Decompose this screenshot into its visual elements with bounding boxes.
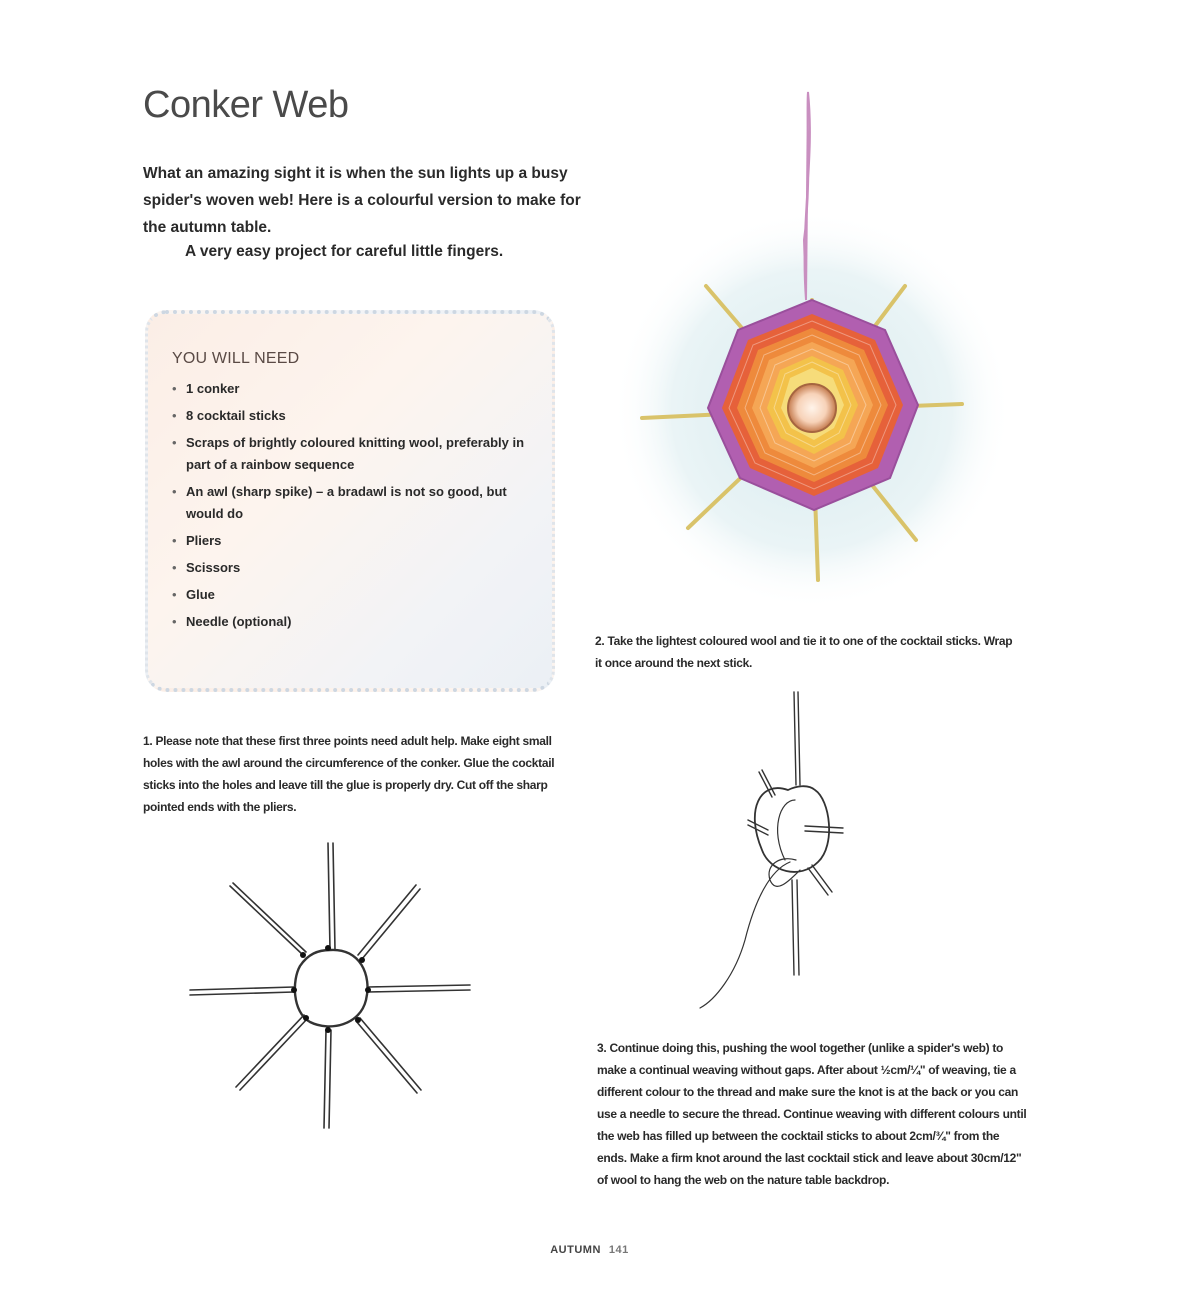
bullet-icon: • — [172, 381, 177, 396]
page-title: Conker Web — [143, 84, 349, 126]
needs-heading: YOU WILL NEED — [172, 350, 300, 367]
footer-section: AUTUMN — [550, 1244, 601, 1256]
list-item: • 8 cocktail sticks — [170, 405, 540, 427]
list-item: • Scraps of brightly coloured knitting wool, preferably in part of a rainbow sequence — [170, 432, 540, 476]
step-3-text: 3. Continue doing this, pushing the wool together (unlike a spider's web) to make a continual weaving without gaps. After about ½cm/¼" of weaving, tie a different colour to the thread and make sure the knot is at the back or you can use a needle to secure the thread. Continue weaving with different colours until the web has filled up between the cocktail sticks to about 2cm/¾" from the ends. Make a firm knot around the last cocktail stick and leave about 30cm/12" of wool to hang the web on the nature table backdrop. — [597, 1041, 1027, 1187]
intro-paragraph: What an amazing sight it is when the sun lights up a busy spider's woven web! Here is a colourful version to make for the autumn table. — [143, 165, 581, 236]
list-item: • An awl (sharp spike) – a bradawl is not so good, but would do — [170, 481, 540, 525]
step-2-text: 2. Take the lightest coloured wool and tie it to one of the cocktail sticks. Wrap it once around the next stick. — [595, 634, 1013, 670]
bullet-icon: • — [172, 484, 177, 499]
list-item: • Pliers — [170, 530, 540, 552]
bullet-icon: • — [172, 560, 177, 575]
page-footer — [0, 1244, 1179, 1256]
bullet-icon: • — [172, 435, 177, 450]
list-item: • 1 conker — [170, 378, 540, 400]
list-item: • Scissors — [170, 557, 540, 579]
bullet-icon: • — [172, 614, 177, 629]
bullet-icon: • — [172, 587, 177, 602]
page-number: 141 — [608, 1244, 629, 1256]
bullet-icon: • — [172, 533, 177, 548]
list-item: • Needle (optional) — [170, 611, 540, 633]
intro-second-line: A very easy project for careful little fingers. — [185, 243, 504, 260]
step-1-text: 1. Please note that these first three points need adult help. Make eight small holes with the awl around the circumference of the conker. Glue the cocktail sticks into the holes and leave till the glue is properly dry. Cut off the sharp pointed ends with the pliers. — [143, 734, 555, 814]
list-item: • Glue — [170, 584, 540, 606]
bullet-icon: • — [172, 408, 177, 423]
